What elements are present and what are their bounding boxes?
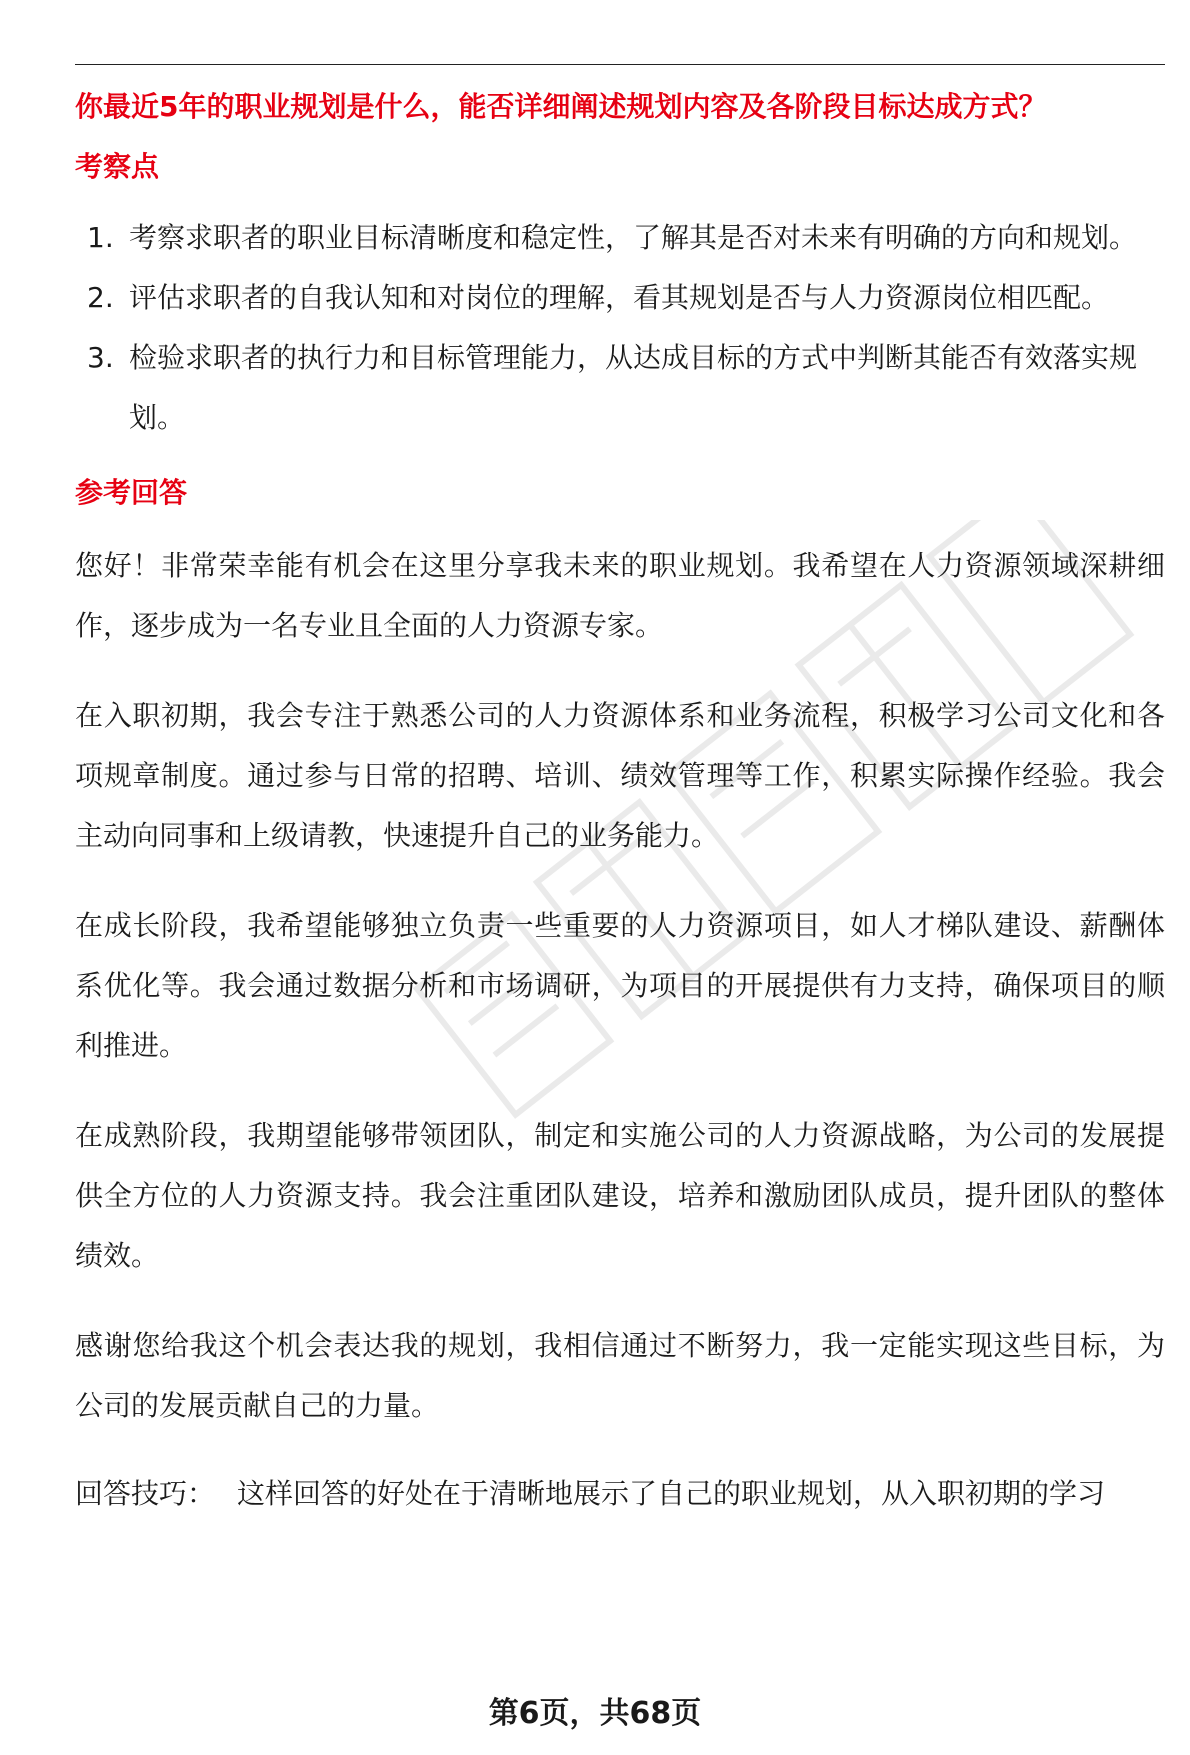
answer-paragraph: 在成熟阶段，我期望能够带领团队，制定和实施公司的人力资源战略，为公司的发展提供全方位的人力资源支持。我会注重团队建设，培养和激励团队成员，提升团队的整体绩效。: [75, 1119, 1165, 1272]
tip-text: 这样回答的好处在于清晰地展示了自己的职业规划，从入职初期的学习: [237, 1477, 1106, 1510]
answer-paragraph: 您好！非常荣幸能有机会在这里分享我未来的职业规划。我希望在人力资源领域深耕细作，逐步成为一名专业且全面的人力资源专家。: [75, 549, 1165, 642]
list-item: [75, 328, 1165, 448]
page-number: 第6页，共68页: [488, 1696, 702, 1731]
answer-tip: [75, 1464, 1165, 1524]
points-list: [75, 208, 1165, 448]
list-item-text: 检验求职者的执行力和目标管理能力，从达成目标的方式中判断其能否有效落实规划。: [129, 341, 1138, 434]
tip-label: 回答技巧：: [75, 1477, 216, 1510]
list-item-number: 1.: [87, 221, 114, 254]
section-heading-points: 考察点: [75, 150, 160, 183]
top-rule: [75, 64, 1165, 65]
answer-paragraph: 在入职初期，我会专注于熟悉公司的人力资源体系和业务流程，积极学习公司文化和各项规章制度。通过参与日常的招聘、培训、绩效管理等工作，积累实际操作经验。我会主动向同事和上级请教，快速提升自己的业务能力。: [75, 699, 1165, 852]
list-item-text: 评估求职者的自我认知和对岗位的理解，看其规划是否与人力资源岗位相匹配。: [129, 281, 1110, 314]
list-item: [75, 268, 1165, 328]
list-item-number: 3.: [87, 341, 114, 374]
answer-paragraph: 感谢您给我这个机会表达我的规划，我相信通过不断努力，我一定能实现这些目标，为公司的发展贡献自己的力量。: [75, 1329, 1165, 1422]
list-item: [75, 208, 1165, 268]
list-item-text: 考察求职者的职业目标清晰度和稳定性，了解其是否对未来有明确的方向和规划。: [129, 221, 1138, 254]
question-title: 你最近5年的职业规划是什么，能否详细阐述规划内容及各阶段目标达成方式？: [75, 90, 1047, 123]
document-body: [75, 78, 1165, 1524]
list-item-number: 2.: [87, 281, 114, 314]
section-heading-answer: 参考回答: [75, 476, 188, 509]
answer-paragraph: 在成长阶段，我希望能够独立负责一些重要的人力资源项目，如人才梯队建设、薪酬体系优化等。我会通过数据分析和市场调研，为项目的开展提供有力支持，确保项目的顺利推进。: [75, 909, 1165, 1062]
